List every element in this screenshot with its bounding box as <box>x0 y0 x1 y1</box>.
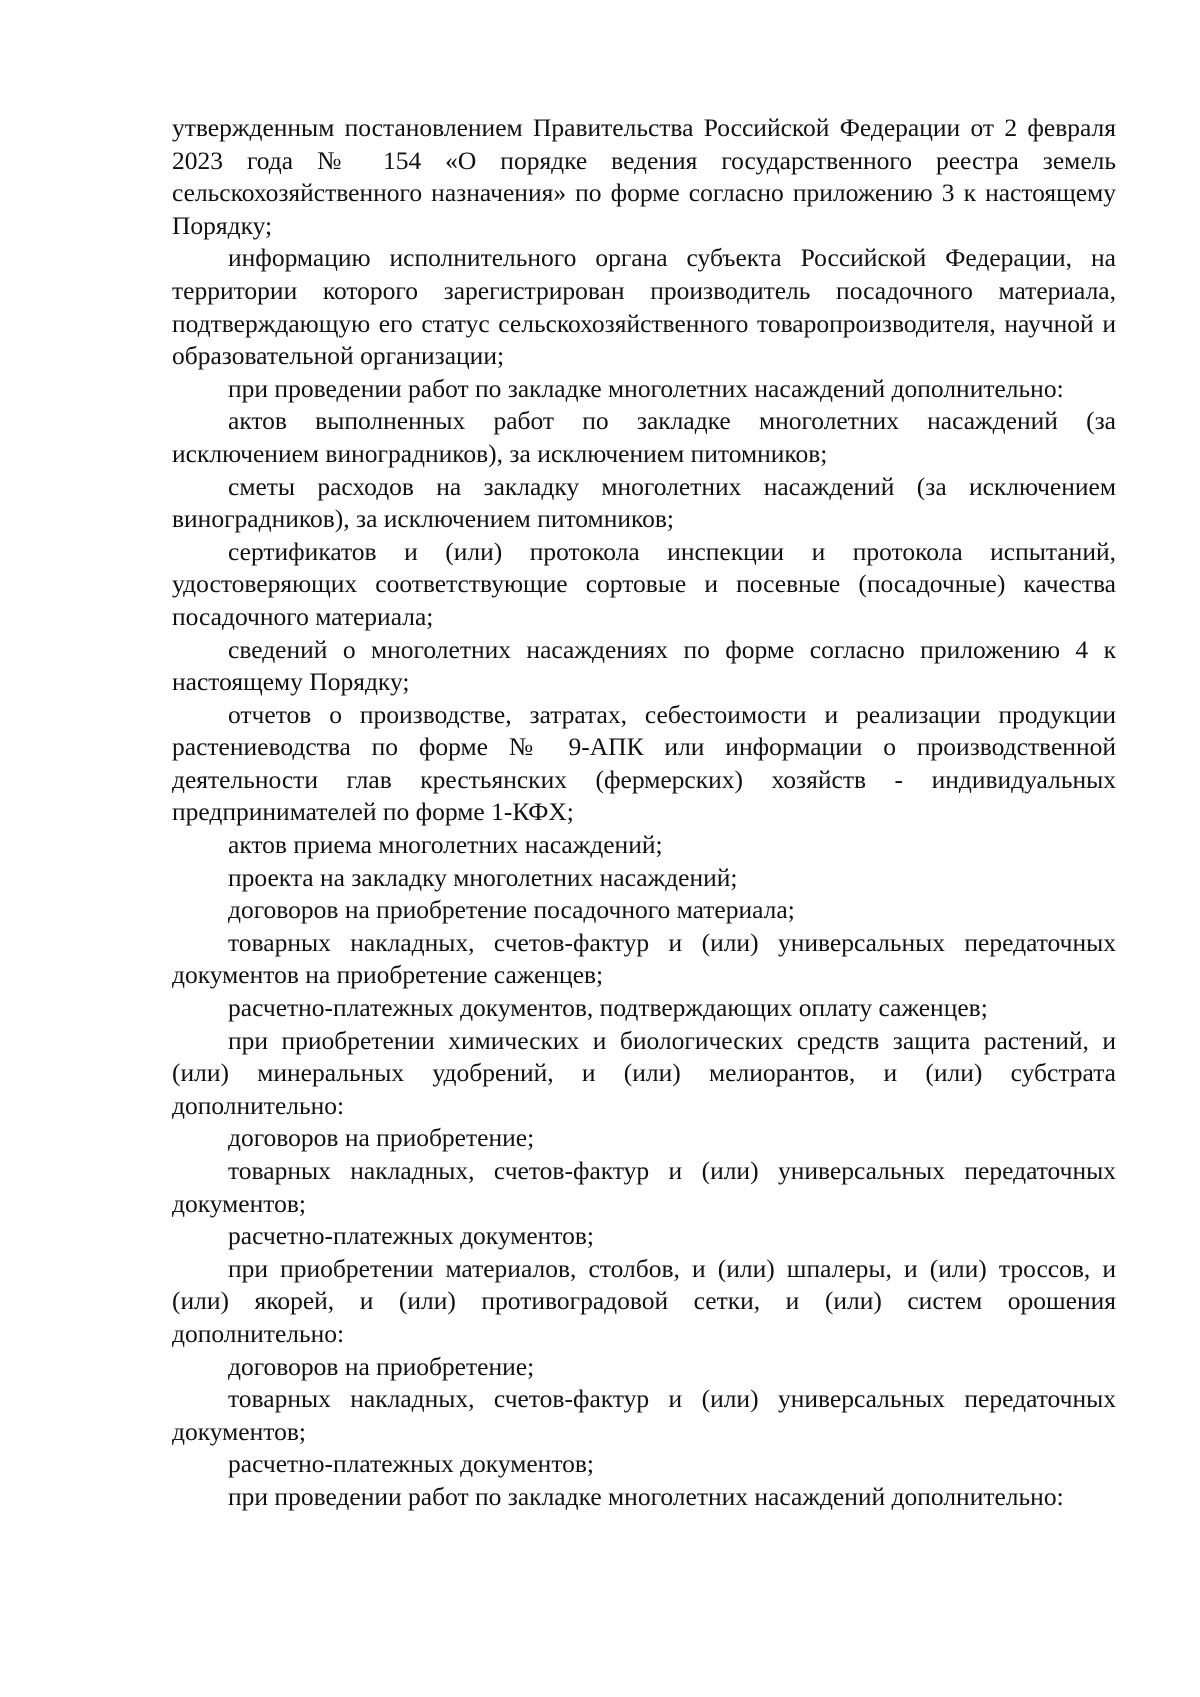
paragraph: товарных накладных, счетов-фактур и (или) универсальных передаточных документов на приобретение саженцев; <box>172 927 1116 990</box>
paragraph: товарных накладных, счетов-фактур и (или) универсальных передаточных документов; <box>172 1156 1116 1218</box>
paragraph: сведений о многолетних насаждениях по форме согласно приложению 4 к настоящему Порядку; <box>172 634 1116 697</box>
paragraph: при проведении работ по закладке многолетних насаждений дополнительно: <box>228 373 1064 403</box>
paragraph: проекта на закладку многолетних насаждений; <box>228 862 738 892</box>
document-body <box>172 112 1116 1514</box>
paragraph: товарных накладных, счетов-фактур и (или) универсальных передаточных документов; <box>172 1384 1116 1446</box>
paragraph: сметы расходов на закладку многолетних насаждений (за исключением виноградников), за исключением питомников; <box>172 471 1116 534</box>
paragraph: расчетно-платежных документов; <box>228 1449 595 1479</box>
paragraph: при приобретении материалов, столбов, и (или) шпалеры, и (или) троссов, и (или) якорей, и (или) противоградовой сетки, и (или) систем орошения дополнительно: <box>172 1253 1116 1348</box>
paragraph: договоров на приобретение; <box>228 1351 535 1381</box>
paragraph: договоров на приобретение посадочного материала; <box>228 895 795 925</box>
paragraph: расчетно-платежных документов, подтверждающих оплату саженцев; <box>228 993 988 1023</box>
paragraph: актов приема многолетних насаждений; <box>228 830 663 860</box>
paragraph: информацию исполнительного органа субъекта Российской Федерации, на территории которого зарегистрирован производитель посадочного материала, подтверждающую его статус сельскохозяйственного товаропроизводителя, научной и образовательной организации; <box>172 243 1116 371</box>
paragraph: расчетно-платежных документов; <box>228 1221 595 1251</box>
paragraph: отчетов о производстве, затратах, себестоимости и реализации продукции растениеводства по форме № 9-АПК или информации о производственной деятельности глав крестьянских (фермерских) хозяйств - индивидуальных предпринимателей по форме 1-КФХ; <box>172 699 1116 827</box>
paragraph: актов выполненных работ по закладке многолетних насаждений (за исключением виноградников), за исключением питомников; <box>172 406 1116 468</box>
paragraph: при проведении работ по закладке многолетних насаждений дополнительно: <box>228 1481 1064 1511</box>
paragraph-continuation: утвержденным постановлением Правительства Российской Федерации от 2 февраля 2023 года № 154 «О порядке ведения государственного реестра земель сельскохозяйственного назначения» по форме согласно приложению 3 к настоящему Порядку; <box>172 113 1116 240</box>
paragraph: сертификатов и (или) протокола инспекции и протокола испытаний, удостоверяющих соответствующие сортовые и посевные (посадочные) качества посадочного материала; <box>172 536 1116 631</box>
paragraph: договоров на приобретение; <box>228 1123 535 1153</box>
paragraph: при приобретении химических и биологических средств защита растений, и (или) минеральных удобрений, и (или) мелиорантов, и (или) субстрата дополнительно: <box>172 1025 1116 1120</box>
